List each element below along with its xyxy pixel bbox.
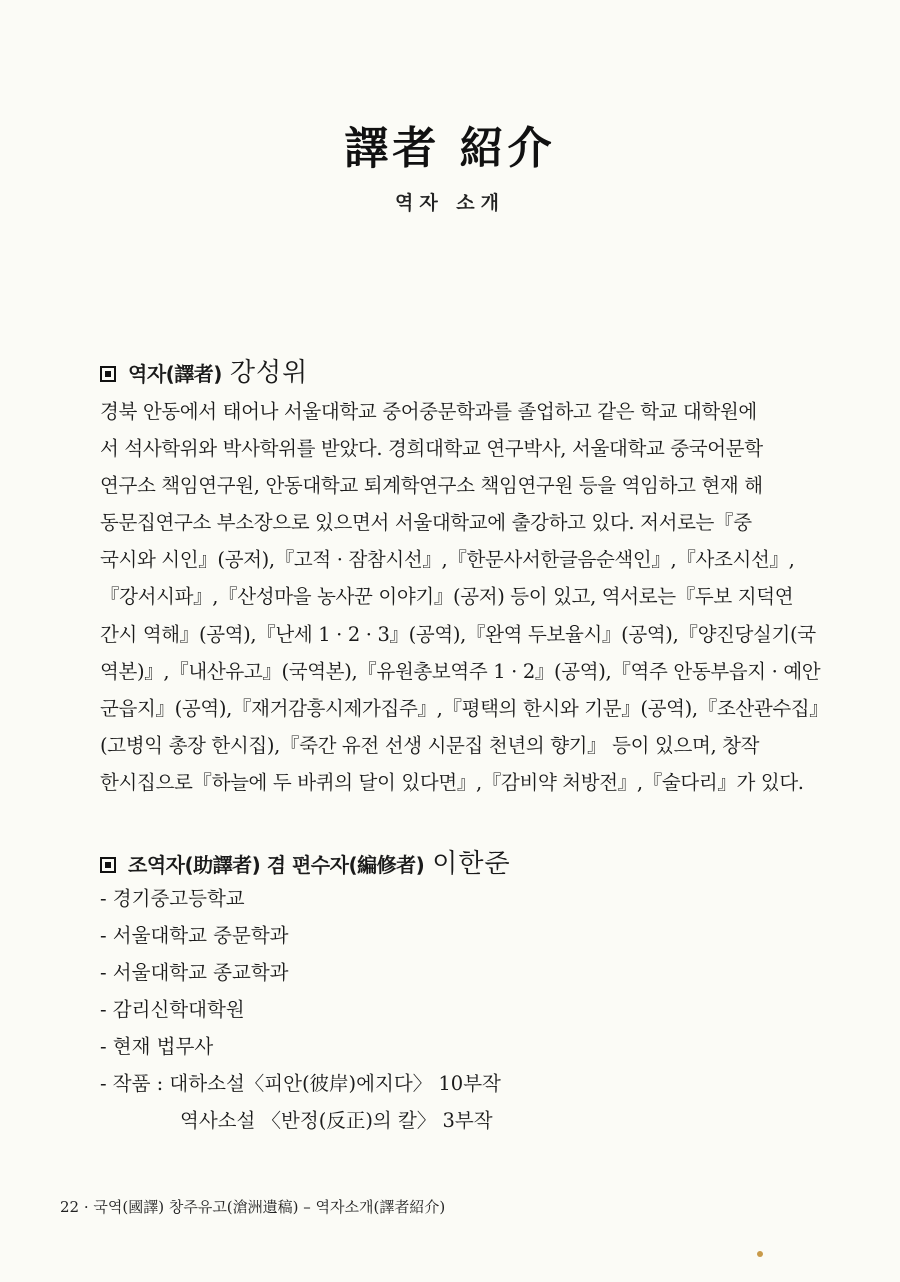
co-translator-role: 조역자(助譯者) 겸 편수자(編修者) [128, 853, 425, 877]
page-footer: 22 · 국역(國譯) 창주유고(滄洲遺稿) – 역자소개(譯者紹介) [60, 1198, 446, 1216]
translator-name: 강성위 [229, 358, 309, 388]
bio-line: 동문집연구소 부소장으로 있으면서 서울대학교에 출강하고 있다. 저서로는『중 [100, 511, 752, 535]
translator-role: 역자(譯者) [128, 362, 222, 386]
list-item: - 현재 법무사 [100, 1035, 214, 1058]
page-title: 譯者 紹介 [344, 123, 556, 174]
bio-line: 『강서시파』,『산성마을 농사꾼 이야기』(공저) 등이 있고, 역서로는『두보 지덕연 [100, 585, 794, 609]
translator-heading [100, 352, 308, 389]
bio-line: 한시집으로『하늘에 두 바퀴의 달이 있다면』,『감비약 처방전』,『술다리』가 있다. [100, 770, 804, 794]
co-translator-name: 이한준 [432, 849, 511, 879]
list-item: - 감리신학대학원 [100, 998, 245, 1021]
list-item: - 서울대학교 중문학과 [100, 924, 289, 947]
page-subtitle: 역자 소개 [394, 192, 506, 214]
square-bullet-icon [100, 857, 116, 873]
bio-line: 경북 안동에서 태어나 서울대학교 중어중문학과를 졸업하고 같은 학교 대학원에 [100, 400, 757, 423]
list-item: - 경기중고등학교 [100, 887, 245, 910]
bio-line: 군읍지』(공역),『재거감흥시제가집주』,『평택의 한시와 기문』(공역),『조산관수집』 [100, 696, 829, 720]
bio-line: 국시와 시인』(공저),『고적 · 잠참시선』,『한문사서한글음순색인』,『사조시선』, [100, 548, 795, 572]
ink-dot [757, 1251, 763, 1257]
translator-bio [100, 393, 830, 801]
bio-line: (고병익 총장 한시집),『죽간 유전 선생 시문집 천년의 향기』 등이 있으며, 창작 [100, 733, 760, 757]
bio-line: 서 석사학위와 박사학위를 받았다. 경희대학교 연구박사, 서울대학교 중국어문학 [100, 437, 763, 461]
bio-line: 간시 역해』(공역),『난세 1 · 2 · 3』(공역),『완역 두보율시』(공역),『양진당실기(국 [100, 622, 816, 646]
list-item-continuation: 역사소설 〈반정(反正)의 칼〉 3부작 [180, 1109, 493, 1132]
co-translator-list [100, 880, 800, 1139]
co-translator-heading [100, 843, 511, 880]
square-bullet-icon [100, 366, 116, 382]
bio-line: 연구소 책임연구원, 안동대학교 퇴계학연구소 책임연구원 등을 역임하고 현재 해 [100, 474, 763, 498]
list-item: - 서울대학교 종교학과 [100, 961, 289, 984]
bio-line: 역본)』,『내산유고』(국역본),『유원총보역주 1 · 2』(공역),『역주 안동부읍지 · 예안 [100, 659, 821, 683]
list-item: - 작품 : 대하소설〈피안(彼岸)에지다〉 10부작 [100, 1072, 501, 1095]
